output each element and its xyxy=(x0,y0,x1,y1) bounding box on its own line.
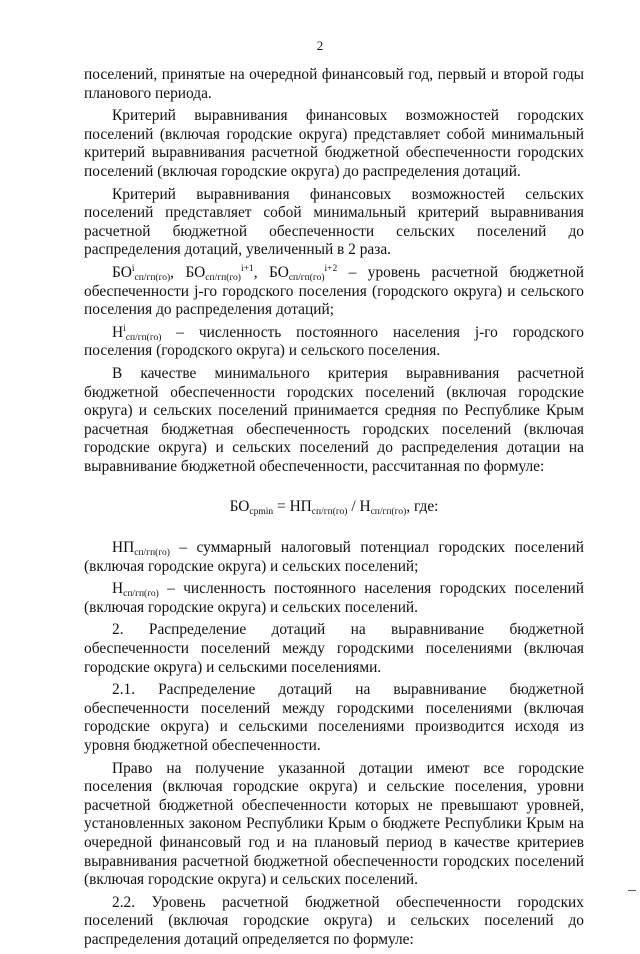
paragraph: поселений, принятые на очередной финансовый год, первый и второй годы планового периода. xyxy=(84,66,584,102)
symbol-bo-i2: $БО_{сп/гп(го)}^{i+2}$ xyxy=(268,263,338,283)
paragraph-np-definition: $НП_{сп/гп(го)}$ – суммарный налоговый потенциал городских поселений (включая городские округа) и сельских поселений; xyxy=(84,539,584,575)
symbol-np: $НП_{сп/гп(го)}$ xyxy=(112,539,170,559)
paragraph: Критерий выравнивания финансовых возможностей сельских поселений представляет собой минимальный критерий выравнивания расчетной бюджетной обеспеченности сельских поселений до распределения дотаций, увеличенный в 2 раза. xyxy=(84,185,584,259)
symbol-h-i: $Н^i_{сп/гп(го)}$ xyxy=(112,323,162,343)
section-heading: 2. Распределение дотаций на выравнивание бюджетной обеспеченности поселений между городскими поселениями (включая городские округа) и сельскими поселениями. xyxy=(84,621,584,676)
paragraph-h-total-definition: $Н_{сп/гп(го)}$ – численность постоянного населения городских поселений (включая городские округа) и сельских поселений. xyxy=(84,580,584,616)
paragraph: Право на получение указанной дотации имеют все городские поселения (включая городские округа) и сельские поселения, уровни расчетной бюджетной обеспеченности которых не превышают уровней, установленных законом Республики Крым о бюджете Республики Крым на очередной финансовый год и на плановый период в качестве критериев выравнивания расчетной бюджетной обеспеченности городских поселений (включая городские округа) и сельских поселений. xyxy=(84,759,584,889)
document-body xyxy=(84,66,584,954)
symbol-h: $Н_{сп/гп(го)}$ xyxy=(112,580,159,600)
paragraph: В качестве минимального критерия выравнивания расчетной бюджетной обеспеченности городских поселений (включая городские округа) и сельских поселений принимается средняя по Республике Крым расчетная бюджетная обеспеченность городских поселений (включая городские округа) и сельских поселений до распределения дотации на выравнивание бюджетной обеспеченности, рассчитанная по формуле: xyxy=(84,364,584,475)
symbol-bo-i1: $БО_{сп/гп(го)}^{i+1}$ xyxy=(185,263,254,283)
paragraph-h-definition: $Н^i_{сп/гп(го)}$ – численность постоянного населения j-го городского поселения (городского округа) и сельского поселения. xyxy=(84,323,584,360)
paragraph: Критерий выравнивания финансовых возможностей городских поселений (включая городские округа) представляет собой минимальный критерий выравнивания расчетной бюджетной обеспеченности городских поселений (включая городские округа) до распределения дотаций. xyxy=(84,107,584,180)
paragraph: 2.1. Распределение дотаций на выравнивание бюджетной обеспеченности поселений между городскими поселениями (включая городские округа) и сельскими поселениями производится исходя из уровня бюджетной обеспеченности. xyxy=(84,681,584,754)
paragraph: 2.2. Уровень расчетной бюджетной обеспеченности городских поселений (включая городские округа) и сельских поселений до распределения дотаций определяется по формуле: xyxy=(84,893,584,948)
page-number: 2 xyxy=(316,38,324,53)
scan-mark xyxy=(628,890,636,891)
symbol-bo-i: $БО^i_{сп/гп(го)}$ xyxy=(112,263,171,283)
formula-bo-crmin: $БО_{срmin} = НП_{сп/гп(го)} / Н_{сп/гп(го)}$, где: xyxy=(229,498,439,518)
paragraph-bo-definition: $БО^i_{сп/гп(го)}$, $БО_{сп/гп(го)}^{i+1}$, $БО_{сп/гп(го)}^{i+2}$ – уровень расчетной бюджетной обеспеченности j-го городского поселения (городского округа) и сельского поселения до распределения дотаций; xyxy=(84,263,584,319)
